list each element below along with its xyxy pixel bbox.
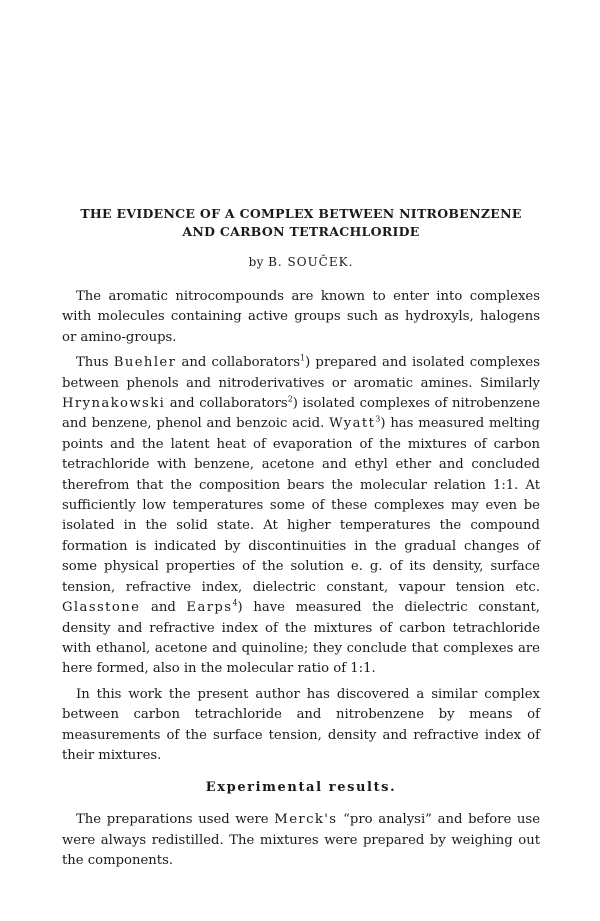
footnote-ref-3: 3	[375, 415, 381, 425]
footnote-ref-1: 1	[299, 353, 306, 363]
title-line-2: AND CARBON TETRACHLORIDE	[182, 224, 420, 239]
paragraph-4	[62, 810, 540, 871]
author-ref-wyatt: Wyatt	[329, 416, 376, 432]
author-name: B. SOUČEK.	[268, 255, 354, 269]
author-ref-earps: Earps	[186, 600, 233, 616]
p4-text-1: The preparations used were	[76, 812, 275, 828]
author-line	[62, 253, 540, 271]
p2-text-6: ) has measured melting points and the latent heat of evaporation of the mixtures of carbon tetrachloride with benzene, acetone and ethyl ether and concluded therefrom that the composition bears the molecular relation 1:1. At sufficiently low temperatures some of these complexes may even be isolated in the solid state. At higher temperatures the compound formation is indicated by discontinuities in the gradual changes of some physical properties of the solution e. g. of its density, surface tension, refractive index, dielectric constant, vapour tension etc.	[62, 416, 540, 595]
author-prefix: by	[248, 255, 264, 269]
p2-text-3: ) prepared and isolated complexes between phenols and nitroderivatives or aromatic amines. Similarly	[62, 355, 540, 391]
paragraph-1: The aromatic nitrocompounds are known to enter into complexes with molecules containing active groups such as hydroxyls, halogens or amino-groups.	[62, 289, 540, 345]
author-ref-hrynakowski: Hrynakowski	[62, 396, 166, 412]
article	[62, 205, 540, 877]
p4-text-2: “pro analysi” and before use were always redistilled. The mixtures were prepared by weighing out the components.	[62, 812, 540, 869]
author-ref-merck: Merck's	[274, 812, 338, 828]
title-line-1: THE EVIDENCE OF A COMPLEX BETWEEN NITROBENZENE	[80, 206, 522, 221]
paragraph-2	[62, 353, 540, 680]
footnote-ref-4: 4	[232, 598, 238, 608]
article-title	[62, 205, 540, 241]
p2-text-5: ) isolated complexes of nitrobenzene and benzene, phenol and benzoic acid.	[62, 396, 540, 432]
p2-text-1: Thus	[76, 355, 114, 371]
p2-text-8: ) have measured the dielectric constant, density and refractive index of the mixtures of carbon tetrachloride with ethanol, acetone and quinoline; they conclude that complexes are here formed, also in the molecular ratio of 1:1.	[62, 600, 540, 677]
p2-text-4: and collaborators	[165, 396, 288, 412]
p2-text-2: and collaborators	[176, 355, 300, 371]
author-ref-buehler: Buehler	[113, 355, 177, 371]
footnote-ref-2: 2	[287, 394, 293, 404]
p2-text-7: and	[140, 600, 187, 616]
paragraph-3: In this work the present author has discovered a similar complex between carbon tetrachloride and nitrobenzene by means of measurements of the surface tension, density and refractive index of their mixtures.	[62, 686, 540, 763]
author-ref-glasstone: Glasstone	[62, 600, 141, 616]
section-heading: Experimental results.	[205, 780, 397, 796]
article-body	[62, 287, 540, 872]
